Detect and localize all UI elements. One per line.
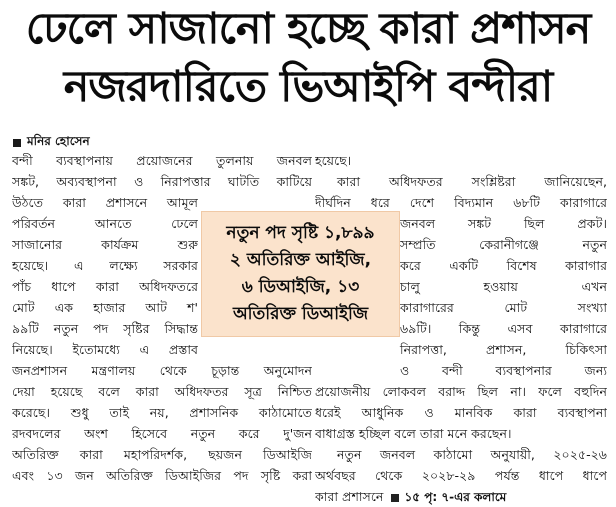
left-column-line: ৯৯টি নতুন পদ সৃষ্টির সিদ্ধান্ত [12,321,198,336]
left-column-line: সঙ্কট, অব্যবস্থাপনা ও নিরাপত্তার ঘাটতি কাটিয়ে [12,174,312,189]
left-column-line: জনপ্রশাসন মন্ত্রণালয় থেকে চূড়ান্ত অনুমোদন [12,363,312,378]
right-column-line: প্রয়োজনীয় লোকবল বরাদ্দ ছিল না। ফলে বহুদিন [315,384,607,399]
left-column-line: অতিরিক্ত কারা মহাপরিদর্শক, ছয়জন ডিআইজি [12,447,312,462]
highlight-line: ২ অতিরিক্ত আইজি, [229,250,372,270]
left-column-line: উঠতে কারা প্রশাসনে আমূল [12,195,198,210]
left-column-line: পাঁচ ধাপে কারা অধিদফতরে [12,279,198,294]
right-column-line: কারা অধিদফতর সংশ্লিষ্টরা জানিয়েছেন, [337,174,607,189]
right-column-line-text: কারা প্রশাসনে [315,489,384,504]
right-column-line: দীর্ঘদিন ধরে দেশে বিদ্যমান ৬৮টি কারাগারে [315,195,607,210]
left-column-line: নিয়েছে। ইতোমধ্যে এ প্রস্তাব [12,342,198,357]
jump-square-icon [391,494,399,502]
right-column-line: নতুন জনবল কাঠামো অনুযায়ী, ২০২৫-২৬ [337,447,607,462]
left-column-line: বন্দী ব্যবস্থাপনায় প্রয়োজনের তুলনায় জনবল [12,153,312,168]
right-column-line: চালু হওয়ায় এখন [400,279,607,294]
left-column-line: পরিবর্তন আনতে ঢেলে [12,216,198,231]
right-column-line: ৬৯টি। কিন্তু এসব কারাগারে [400,321,607,336]
left-column-line: মোট এক হাজার আট শ' [12,300,198,315]
left-column-line: রদবদলের অংশ হিসেবে নতুন করে দু'জন [12,426,312,441]
headline-line-1: ঢেলে সাজানো হচ্ছে কারা প্রশাসন [25,4,591,54]
byline-author: মনির হোসেন [27,134,90,148]
left-column-line: সাজানোর কার্যক্রম শুরু [12,237,198,252]
right-column-line: অর্থবছর থেকে ২০২৮-২৯ পর্যন্ত ধাপে ধাপে [315,468,607,483]
highlight-line: নতুন পদ সৃষ্টি ১,৮৯৯ [226,223,375,243]
bullet-square-icon [13,139,21,147]
highlight-line: অতিরিক্ত ডিআইজি [232,304,369,324]
right-column-last-line [315,486,607,507]
right-column-line: বাধাগ্রস্ত হচ্ছিল বলে তারা মনে করছেন। [315,426,512,441]
highlight-line: ৬ ডিআইজি, ১৩ [241,277,360,297]
highlight-box [201,211,400,337]
headline-line-2: নজরদারিতে ভিআইপি বন্দীরা [63,62,553,112]
continuation-jump: ১৫ পৃ: ৭-এর কলামে [404,490,507,504]
left-column-line: এবং ১৩ জন অতিরিক্ত ডিআইজির পদ সৃষ্টি করা [12,468,312,483]
right-column-line: জনবল সঙ্কট ছিল প্রকট। [400,216,607,231]
right-column-line: হয়েছে। [315,153,352,168]
right-column-line: করে একটি বিশেষ কারাগার [400,258,607,273]
right-column-line: ও বন্দী ব্যবস্থাপনার জন্য [400,363,607,378]
left-column-line: করেছে। শুধু তাই নয়, প্রশাসনিক কাঠামোতে [12,405,312,420]
left-column-line: দেয়া হয়েছে বলে কারা অধিদফতর সূত্র নিশ্চিত [12,384,312,399]
right-column-line: সম্প্রতি কেরানীগঞ্জে নতুন [400,237,607,252]
right-column-line: কারাগারের মোট সংখ্যা [400,300,607,315]
right-column-line: ধরেই আধুনিক ও মানবিক কারা ব্যবস্থাপনা [315,405,607,420]
right-column-line: নিরাপত্তা, প্রশাসন, চিকিৎসা [400,342,607,357]
left-column-line: হয়েছে। এ লক্ষ্যে সরকার [12,258,198,273]
